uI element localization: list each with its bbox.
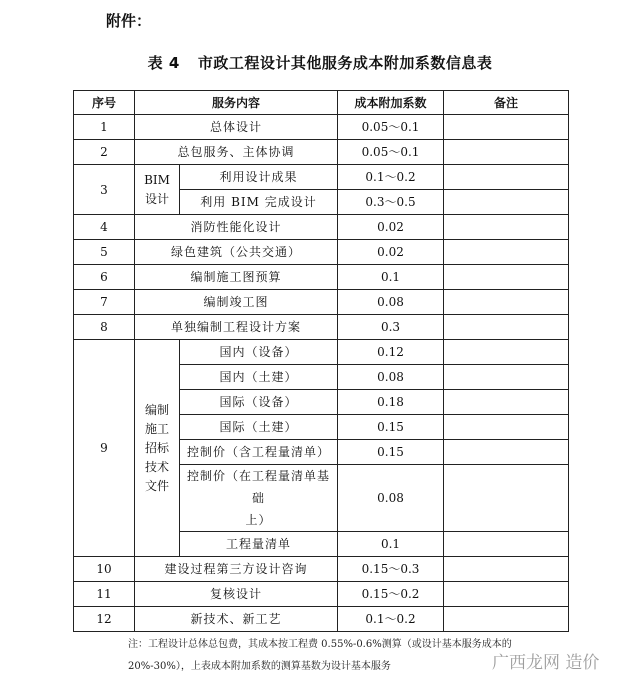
- row-coefficient: 0.3: [338, 315, 444, 340]
- row-remark: [444, 340, 569, 365]
- table-note: 注：工程设计总体总包费，其成本按工程费 0.55%-0.6%测算（或设计基本服务成本的 20%-30%），上表成本附加系数的测算基数为设计基本服务: [128, 639, 512, 672]
- row-coefficient: 0.15: [338, 415, 444, 440]
- row-remark: [444, 240, 569, 265]
- row-content: 单独编制工程设计方案: [135, 315, 338, 340]
- row-remark: [444, 557, 569, 582]
- row-content: 控制价（含工程量清单）: [180, 440, 338, 465]
- row-coefficient: 0.08: [338, 465, 444, 532]
- row-remark: [444, 607, 569, 632]
- row-coefficient: 0.05～0.1: [338, 115, 444, 140]
- watermark: 广西龙网 造价: [492, 653, 600, 673]
- row-remark: [444, 190, 569, 215]
- row-no: 3: [74, 165, 135, 215]
- header-coefficient: 成本附加系数: [338, 91, 444, 115]
- row-remark: [444, 165, 569, 190]
- table-row: [74, 340, 569, 365]
- row-remark: [444, 265, 569, 290]
- row-group-label: BIM 设计: [135, 165, 180, 215]
- row-content: 国际（土建）: [180, 415, 338, 440]
- row-coefficient: 0.02: [338, 240, 444, 265]
- row-no: 1: [74, 115, 135, 140]
- row-coefficient: 0.15: [338, 440, 444, 465]
- row-remark: [444, 315, 569, 340]
- row-coefficient: 0.15～0.2: [338, 582, 444, 607]
- table-header-row: [74, 91, 569, 115]
- row-no: 2: [74, 140, 135, 165]
- header-remark: 备注: [444, 91, 569, 115]
- row-coefficient: 0.05～0.1: [338, 140, 444, 165]
- row-coefficient: 0.12: [338, 340, 444, 365]
- row-no: 4: [74, 215, 135, 240]
- table-row: [74, 557, 569, 582]
- row-content: 复核设计: [135, 582, 338, 607]
- table-row: [74, 290, 569, 315]
- table-title-text: 市政工程设计其他服务成本附加系数信息表: [197, 54, 493, 72]
- row-no: 5: [74, 240, 135, 265]
- row-remark: [444, 465, 569, 532]
- row-coefficient: 0.08: [338, 365, 444, 390]
- row-content: 利用设计成果: [180, 165, 338, 190]
- row-remark: [444, 440, 569, 465]
- row-coefficient: 0.3～0.5: [338, 190, 444, 215]
- row-no: 11: [74, 582, 135, 607]
- attachment-label: 附件：: [106, 12, 152, 30]
- row-remark: [444, 582, 569, 607]
- row-coefficient: 0.1: [338, 532, 444, 557]
- row-coefficient: 0.18: [338, 390, 444, 415]
- row-coefficient: 0.08: [338, 290, 444, 315]
- row-remark: [444, 365, 569, 390]
- row-coefficient: 0.1: [338, 265, 444, 290]
- row-content: 新技术、新工艺: [135, 607, 338, 632]
- table-row: [74, 265, 569, 290]
- table-row: [74, 140, 569, 165]
- row-content: 国际（设备）: [180, 390, 338, 415]
- row-no: 9: [74, 340, 135, 557]
- table-row: [74, 315, 569, 340]
- row-content: 总包服务、主体协调: [135, 140, 338, 165]
- row-no: 6: [74, 265, 135, 290]
- table-row: [74, 165, 569, 190]
- row-content: 国内（土建）: [180, 365, 338, 390]
- table-title: [0, 52, 640, 73]
- row-remark: [444, 215, 569, 240]
- row-remark: [444, 415, 569, 440]
- row-remark: [444, 390, 569, 415]
- row-group-label: 编制 施工 招标 技术 文件: [135, 340, 180, 557]
- row-no: 12: [74, 607, 135, 632]
- header-content: 服务内容: [135, 91, 338, 115]
- row-coefficient: 0.1～0.2: [338, 165, 444, 190]
- table-row: [74, 582, 569, 607]
- row-content: 绿色建筑（公共交通）: [135, 240, 338, 265]
- row-coefficient: 0.15～0.3: [338, 557, 444, 582]
- row-coefficient: 0.02: [338, 215, 444, 240]
- row-content: 消防性能化设计: [135, 215, 338, 240]
- row-content: 控制价（在工程量清单基础 上）: [180, 465, 338, 532]
- table-row: [74, 215, 569, 240]
- row-coefficient: 0.1～0.2: [338, 607, 444, 632]
- row-content: 国内（设备）: [180, 340, 338, 365]
- row-remark: [444, 140, 569, 165]
- row-no: 10: [74, 557, 135, 582]
- table-row: [74, 607, 569, 632]
- header-no: 序号: [74, 91, 135, 115]
- row-content: 编制竣工图: [135, 290, 338, 315]
- row-remark: [444, 290, 569, 315]
- row-remark: [444, 115, 569, 140]
- row-no: 7: [74, 290, 135, 315]
- table-row: [74, 240, 569, 265]
- row-content: 总体设计: [135, 115, 338, 140]
- row-content: 工程量清单: [180, 532, 338, 557]
- row-content: 编制施工图预算: [135, 265, 338, 290]
- table-row: [74, 115, 569, 140]
- row-remark: [444, 532, 569, 557]
- coefficient-table: [73, 90, 569, 632]
- row-content: 建设过程第三方设计咨询: [135, 557, 338, 582]
- row-no: 8: [74, 315, 135, 340]
- row-content: 利用 BIM 完成设计: [180, 190, 338, 215]
- table-number: 表 4: [147, 54, 180, 72]
